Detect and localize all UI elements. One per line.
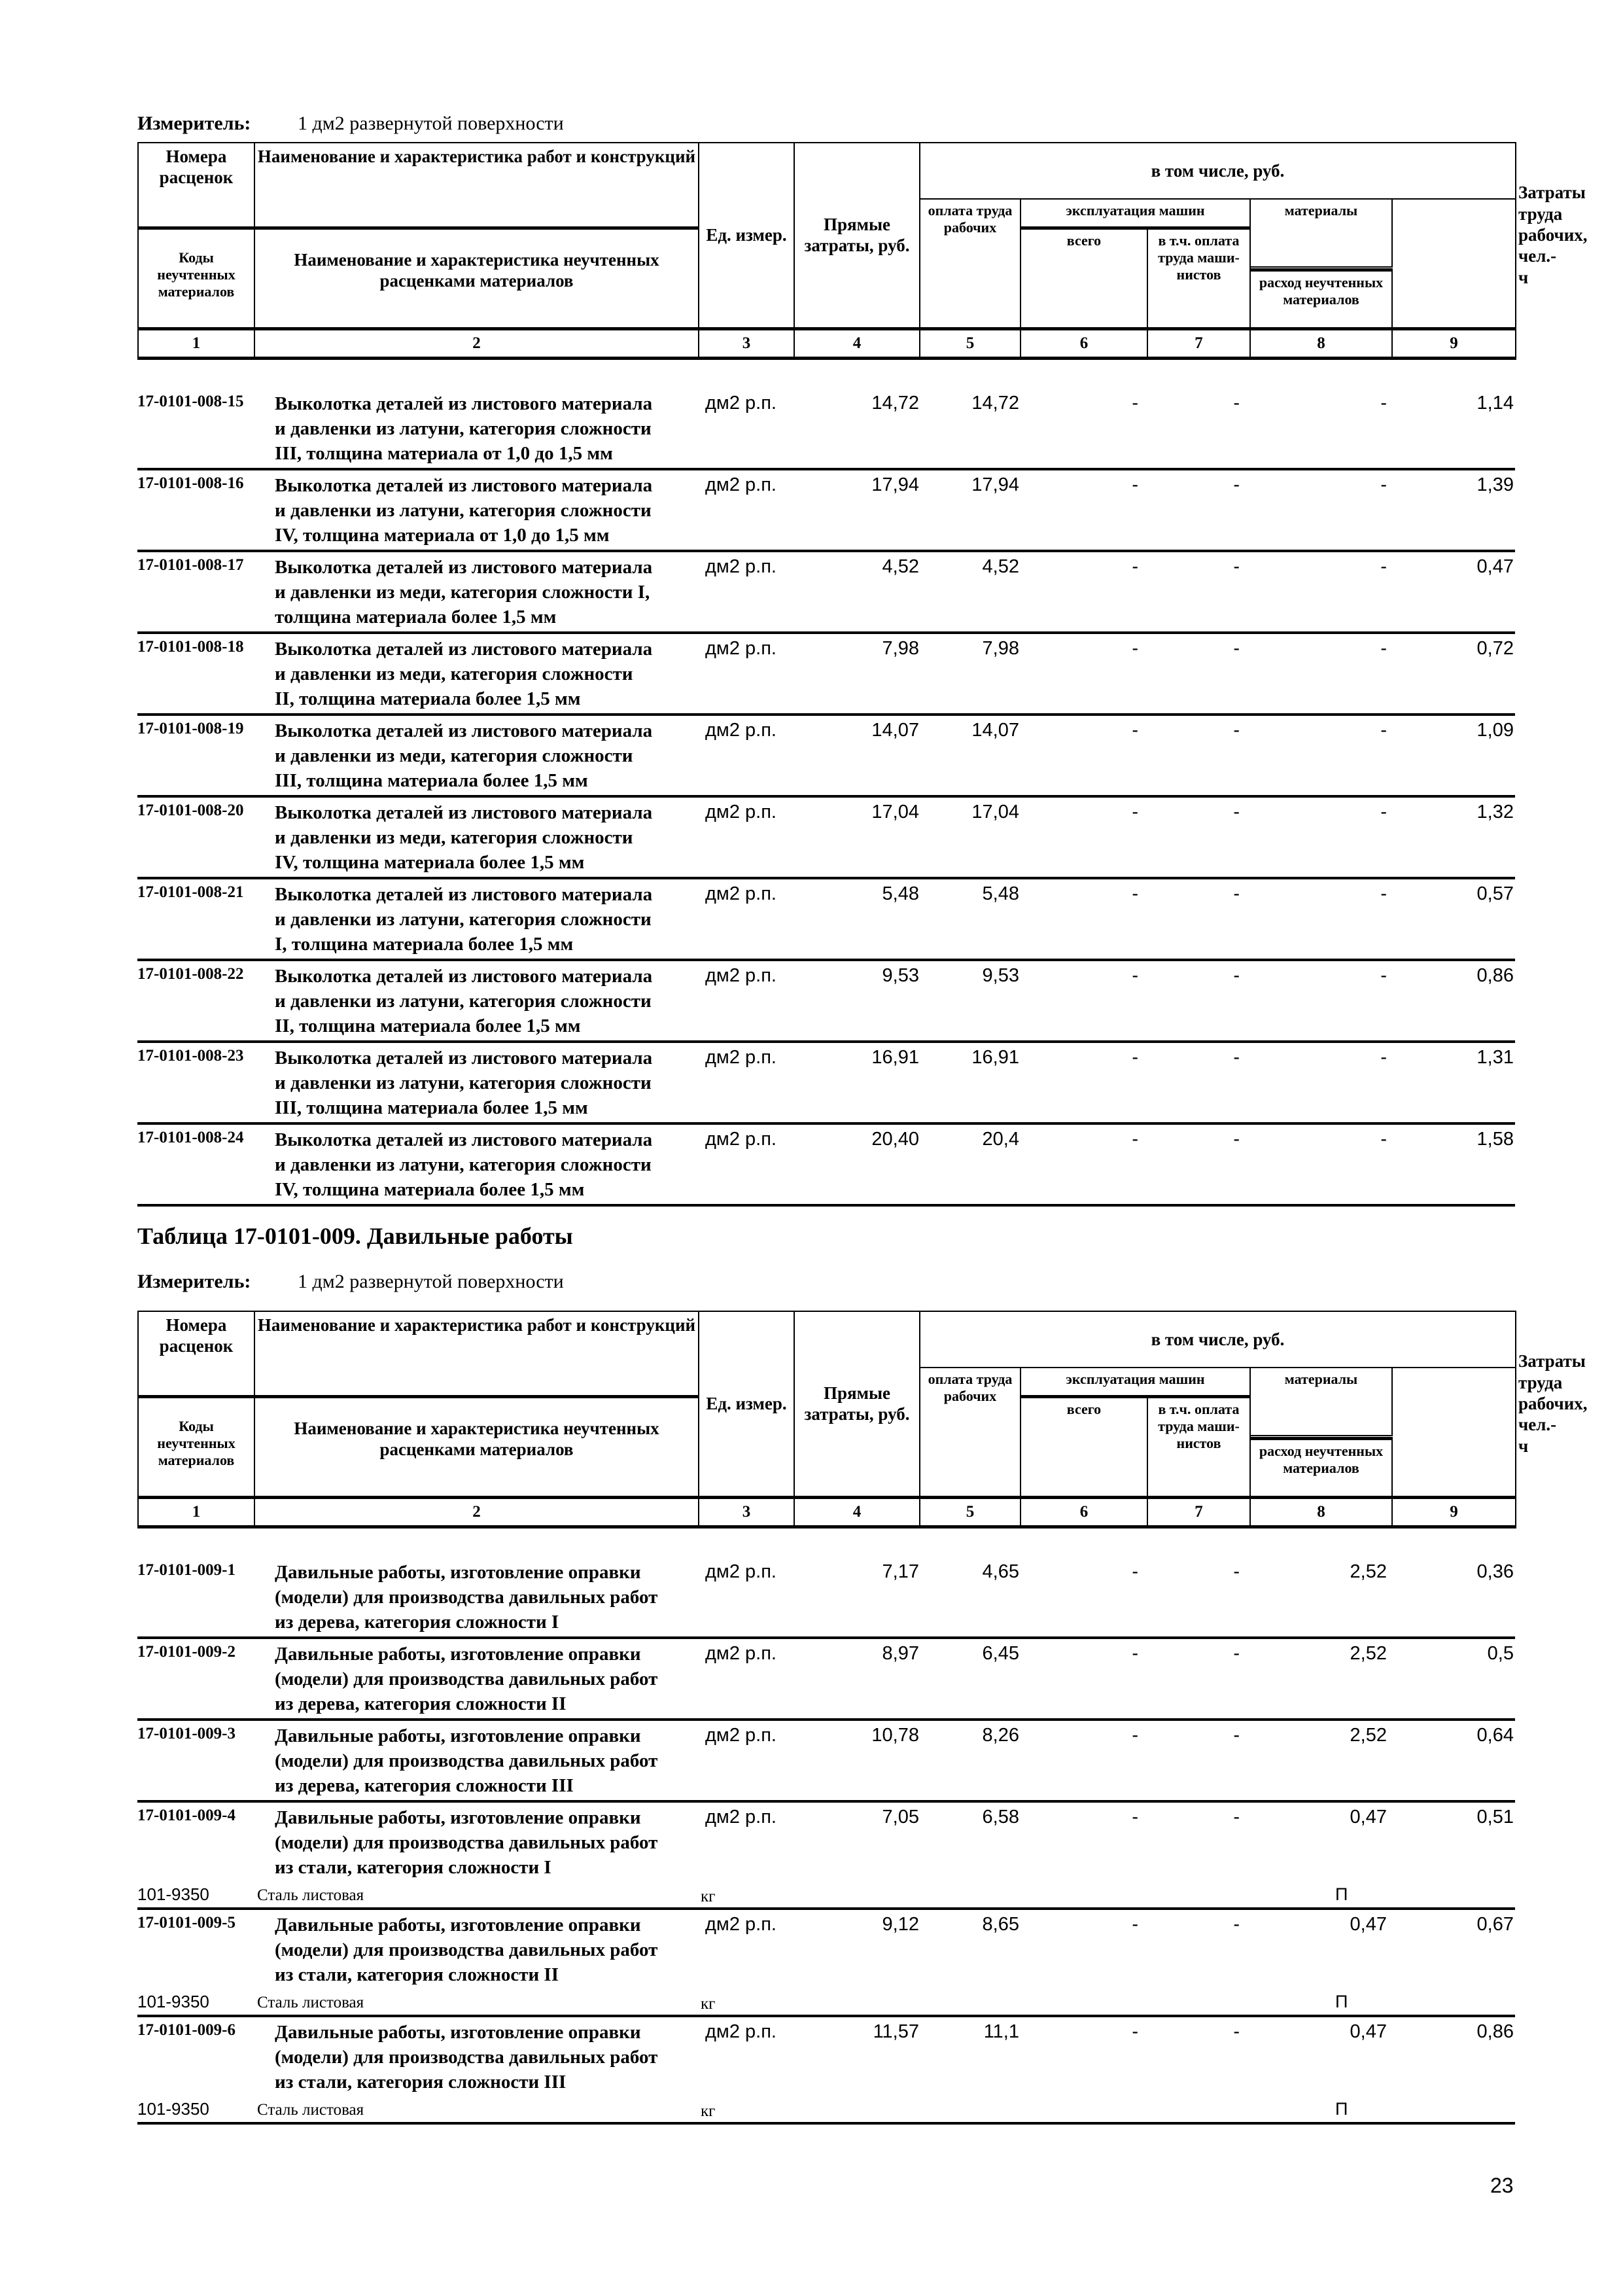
machine-labor: - <box>1233 2021 1240 2042</box>
hdr-machine-total: всего <box>1021 1396 1147 1497</box>
hdr-name-mat: Наименование и характеристика неучтенных расценками материалов <box>254 228 699 328</box>
material-code: 101-9350 <box>137 2099 209 2119</box>
col-number: 5 <box>920 1497 1021 1527</box>
table-row <box>137 1125 1515 1207</box>
labor-pay: 8,65 <box>982 1914 1019 1935</box>
direct-cost: 14,72 <box>871 393 919 414</box>
hdr-machine-labor: в т.ч. оплата труда маши-нистов <box>1147 228 1250 328</box>
hdr-unit: Ед. измер. <box>699 143 794 328</box>
machine-total: - <box>1132 720 1138 741</box>
direct-cost: 16,91 <box>871 1047 919 1068</box>
col-number: 8 <box>1250 1497 1392 1527</box>
table-row <box>137 798 1515 879</box>
unit: дм2 р.п. <box>705 1807 777 1828</box>
machine-total: - <box>1132 638 1138 659</box>
rate-code: 17-0101-009-1 <box>137 1561 236 1579</box>
col-number: 2 <box>254 1497 699 1527</box>
rate-code: 17-0101-009-6 <box>137 2021 236 2039</box>
machine-labor: - <box>1233 1047 1240 1068</box>
materials-cost: - <box>1380 883 1387 904</box>
labor-hours: 1,32 <box>1476 802 1514 822</box>
direct-cost: 7,05 <box>882 1807 919 1828</box>
table-row <box>137 1557 1515 1639</box>
rate-code: 17-0101-008-24 <box>137 1129 244 1146</box>
page-number: 23 <box>1490 2174 1514 2197</box>
rate-code: 17-0101-008-19 <box>137 720 244 737</box>
unit: дм2 р.п. <box>705 393 777 414</box>
materials-cost: 2,52 <box>1350 1643 1387 1664</box>
unit: дм2 р.п. <box>705 965 777 986</box>
table-row <box>137 879 1515 961</box>
rate-code: 17-0101-008-21 <box>137 883 244 901</box>
hdr-labor-pay: оплата труда рабочих <box>920 199 1021 328</box>
hdr-number: Номера расценок <box>138 1311 254 1396</box>
machine-total: - <box>1132 965 1138 986</box>
machine-total: - <box>1132 1643 1138 1664</box>
rate-code: 17-0101-009-2 <box>137 1643 236 1661</box>
hdr-labor-pay: оплата труда рабочих <box>920 1368 1021 1497</box>
material-use: П <box>1335 1992 1348 2011</box>
hdr-unit: Ед. измер. <box>699 1311 794 1497</box>
machine-labor: - <box>1233 965 1240 986</box>
machine-total: - <box>1132 883 1138 904</box>
unit: дм2 р.п. <box>705 1047 777 1068</box>
measure-label: Измеритель: <box>137 113 251 134</box>
col-number: 1 <box>138 1497 254 1527</box>
labor-hours: 1,39 <box>1476 474 1514 495</box>
hdr-number: Номера расценок <box>138 143 254 228</box>
hdr-name: Наименование и характеристика работ и конструкций <box>254 143 699 228</box>
labor-hours: 0,64 <box>1476 1725 1514 1746</box>
material-name: Сталь листовая <box>257 2101 364 2119</box>
direct-cost: 7,98 <box>882 638 919 659</box>
machine-total: - <box>1132 2021 1138 2042</box>
labor-hours: 0,57 <box>1476 883 1514 904</box>
machine-total: - <box>1132 1807 1138 1828</box>
hdr-codes: Коды неучтенных материалов <box>138 228 254 328</box>
work-description: Давильные работы, изготовление оправки (модели) для производства давильных работ из стали, категория сложности I <box>275 1807 658 1878</box>
direct-cost: 7,17 <box>882 1561 919 1582</box>
measure-value: 1 дм2 развернутой поверхности <box>298 1271 564 1292</box>
hdr-machine: эксплуатация машин <box>1021 199 1250 228</box>
machine-total: - <box>1132 1914 1138 1935</box>
direct-cost: 4,52 <box>882 556 919 577</box>
hdr-direct: Прямые затраты, руб. <box>794 1311 920 1497</box>
machine-labor: - <box>1233 720 1240 741</box>
labor-hours: 0,86 <box>1476 2021 1514 2042</box>
unit: дм2 р.п. <box>705 638 777 659</box>
table1-body <box>137 389 1515 1207</box>
work-description: Выколотка деталей из листового материала и давленки из латуни, категория сложности II, толщина материала более 1,5 мм <box>275 966 653 1036</box>
machine-labor: - <box>1233 1914 1240 1935</box>
machine-total: - <box>1132 1129 1138 1150</box>
col-number: 9 <box>1392 328 1516 358</box>
col-number: 6 <box>1021 1497 1147 1527</box>
work-description: Выколотка деталей из листового материала и давленки из латуни, категория сложности IV, толщина материала более 1,5 мм <box>275 1129 653 1200</box>
hdr-material-use: расход неучтенных материалов <box>1250 1438 1392 1497</box>
direct-cost: 14,07 <box>871 720 919 741</box>
machine-labor: - <box>1233 474 1240 495</box>
work-description: Выколотка деталей из листового материала и давленки из латуни, категория сложности III, толщина материала от 1,0 до 1,5 мм <box>275 393 653 464</box>
table2-title: Таблица 17-0101-009. Давильные работы <box>137 1223 573 1249</box>
labor-hours: 0,36 <box>1476 1561 1514 1582</box>
table-row <box>137 470 1515 552</box>
labor-hours: 1,58 <box>1476 1129 1514 1150</box>
material-unit: кг <box>701 2102 716 2120</box>
direct-cost: 5,48 <box>882 883 919 904</box>
work-description: Давильные работы, изготовление оправки (модели) для производства давильных работ из стали, категория сложности II <box>275 1915 658 1985</box>
table-row <box>137 1043 1515 1125</box>
measure-value: 1 дм2 развернутой поверхности <box>298 113 564 134</box>
materials-cost: - <box>1380 1129 1387 1150</box>
work-description: Выколотка деталей из листового материала и давленки из меди, категория сложности I, толщина материала более 1,5 мм <box>275 557 653 627</box>
col-number: 4 <box>794 328 920 358</box>
machine-labor: - <box>1233 1561 1240 1582</box>
unit: дм2 р.п. <box>705 2021 777 2042</box>
material-unit: кг <box>701 1888 716 1905</box>
labor-hours: 1,09 <box>1476 720 1514 741</box>
labor-pay: 14,07 <box>971 720 1019 741</box>
labor-pay: 7,98 <box>982 638 1019 659</box>
labor-hours: 0,86 <box>1476 965 1514 986</box>
hdr-codes: Коды неучтенных материалов <box>138 1396 254 1497</box>
rate-code: 17-0101-008-20 <box>137 802 244 819</box>
work-description: Выколотка деталей из листового материала и давленки из латуни, категория сложности III, толщина материала более 1,5 мм <box>275 1048 653 1118</box>
unit: дм2 р.п. <box>705 1725 777 1746</box>
hdr-including: в том числе, руб. <box>920 1311 1516 1368</box>
materials-cost: 2,52 <box>1350 1725 1387 1746</box>
col-number: 4 <box>794 1497 920 1527</box>
material-name: Сталь листовая <box>257 1994 364 2011</box>
machine-labor: - <box>1233 1129 1240 1150</box>
materials-cost: - <box>1380 638 1387 659</box>
direct-cost: 9,12 <box>882 1914 919 1935</box>
labor-pay: 17,94 <box>971 474 1019 495</box>
labor-hours: 0,5 <box>1487 1643 1514 1664</box>
material-name: Сталь листовая <box>257 1886 364 1904</box>
machine-labor: - <box>1233 556 1240 577</box>
machine-labor: - <box>1233 802 1240 822</box>
direct-cost: 17,94 <box>871 474 919 495</box>
labor-pay: 4,65 <box>982 1561 1019 1582</box>
machine-labor: - <box>1233 1643 1240 1664</box>
machine-total: - <box>1132 802 1138 822</box>
materials-cost: - <box>1380 474 1387 495</box>
rate-code: 17-0101-009-4 <box>137 1807 236 1824</box>
work-description: Выколотка деталей из листового материала и давленки из латуни, категория сложности IV, толщина материала от 1,0 до 1,5 мм <box>275 475 653 546</box>
col-number: 1 <box>138 328 254 358</box>
table-row <box>137 961 1515 1043</box>
direct-cost: 17,04 <box>871 802 919 822</box>
labor-pay: 16,91 <box>971 1047 1019 1068</box>
direct-cost: 10,78 <box>871 1725 919 1746</box>
col-number: 8 <box>1250 328 1392 358</box>
labor-hours: 0,72 <box>1476 638 1514 659</box>
measure-line-1 <box>137 113 564 135</box>
machine-labor: - <box>1233 883 1240 904</box>
labor-hours: 0,51 <box>1476 1807 1514 1828</box>
hdr-machine: эксплуатация машин <box>1021 1368 1250 1396</box>
measure-label: Измеритель: <box>137 1271 251 1292</box>
labor-pay: 8,26 <box>982 1725 1019 1746</box>
hdr-machine-total: всего <box>1021 228 1147 328</box>
materials-cost: - <box>1380 393 1387 414</box>
table-row <box>137 552 1515 634</box>
labor-pay: 20,4 <box>982 1129 1019 1150</box>
work-description: Давильные работы, изготовление оправки (модели) для производства давильных работ из дерева, категория сложности I <box>275 1562 658 1633</box>
unit: дм2 р.п. <box>705 1643 777 1664</box>
labor-hours: 0,67 <box>1476 1914 1514 1935</box>
table-row <box>137 1639 1515 1721</box>
table-row <box>137 2017 1515 2125</box>
table2-body <box>137 1557 1515 2125</box>
rate-code: 17-0101-008-16 <box>137 474 244 492</box>
machine-total: - <box>1132 1725 1138 1746</box>
col-number: 3 <box>699 328 794 358</box>
material-code: 101-9350 <box>137 1992 209 2011</box>
hdr-materials: материалы <box>1250 199 1392 267</box>
labor-pay: 5,48 <box>982 883 1019 904</box>
labor-pay: 6,58 <box>982 1807 1019 1828</box>
direct-cost: 8,97 <box>882 1643 919 1664</box>
table-row <box>137 1803 1515 1910</box>
rate-code: 17-0101-008-22 <box>137 965 244 983</box>
labor-pay: 17,04 <box>971 802 1019 822</box>
unit: дм2 р.п. <box>705 556 777 577</box>
machine-total: - <box>1132 393 1138 414</box>
machine-total: - <box>1132 1047 1138 1068</box>
hdr-materials: материалы <box>1250 1368 1392 1436</box>
header-table: Номера расценок Наименование и характеристика работ и конструкций Ед. измер. Прямые затраты, руб. в том числе, руб. Затраты труда рабочих, чел.-ч оплата труда рабочих эксплуатация машин материалы Коды неучтенных материалов Наименование и характеристика неучтенных расценками материалов всего в т.ч. оплата труда маши-нистов расход неучтенных материалов 1 2 3 4 5 6 7 8 9 <box>137 142 1516 360</box>
work-description: Давильные работы, изготовление оправки (модели) для производства давильных работ из дерева, категория сложности III <box>275 1725 658 1796</box>
measure-line-2 <box>137 1271 564 1293</box>
machine-total: - <box>1132 556 1138 577</box>
work-description: Выколотка деталей из листового материала и давленки из латуни, категория сложности I, толщина материала более 1,5 мм <box>275 884 653 955</box>
table-row <box>137 634 1515 716</box>
material-use: П <box>1335 1884 1348 1904</box>
material-use: П <box>1335 2099 1348 2119</box>
table-row <box>137 1910 1515 2017</box>
unit: дм2 р.п. <box>705 802 777 822</box>
labor-hours: 1,31 <box>1476 1047 1514 1068</box>
rate-code: 17-0101-008-23 <box>137 1047 244 1065</box>
labor-pay: 9,53 <box>982 965 1019 986</box>
machine-labor: - <box>1233 638 1240 659</box>
col-number: 7 <box>1147 328 1250 358</box>
table-row <box>137 1721 1515 1803</box>
machine-labor: - <box>1233 1725 1240 1746</box>
unit: дм2 р.п. <box>705 720 777 741</box>
material-unit: кг <box>701 1995 716 2013</box>
labor-pay: 4,52 <box>982 556 1019 577</box>
header-table: Номера расценок Наименование и характеристика работ и конструкций Ед. измер. Прямые затраты, руб. в том числе, руб. Затраты труда рабочих, чел.-ч оплата труда рабочих эксплуатация машин материалы Коды неучтенных материалов Наименование и характеристика неучтенных расценками материалов всего в т.ч. оплата труда маши-нистов расход неучтенных материалов 1 2 3 4 5 6 7 8 9 <box>137 1311 1516 1528</box>
rate-code: 17-0101-008-17 <box>137 556 244 574</box>
materials-cost: - <box>1380 965 1387 986</box>
work-description: Давильные работы, изготовление оправки (модели) для производства давильных работ из дерева, категория сложности II <box>275 1644 658 1714</box>
labor-pay: 11,1 <box>983 2021 1019 2042</box>
col-number: 6 <box>1021 328 1147 358</box>
direct-cost: 20,40 <box>871 1129 919 1150</box>
materials-cost: - <box>1380 720 1387 741</box>
col-number: 3 <box>699 1497 794 1527</box>
hdr-machine-labor: в т.ч. оплата труда маши-нистов <box>1147 1396 1250 1497</box>
materials-cost: - <box>1380 802 1387 822</box>
work-description: Выколотка деталей из листового материала и давленки из меди, категория сложности II, толщина материала более 1,5 мм <box>275 639 653 709</box>
material-code: 101-9350 <box>137 1884 209 1904</box>
materials-cost: 0,47 <box>1350 1914 1387 1935</box>
labor-pay: 6,45 <box>982 1643 1019 1664</box>
work-description: Выколотка деталей из листового материала и давленки из меди, категория сложности III, толщина материала более 1,5 мм <box>275 720 653 791</box>
work-description: Выколотка деталей из листового материала и давленки из меди, категория сложности IV, толщина материала более 1,5 мм <box>275 802 653 873</box>
col-number: 2 <box>254 328 699 358</box>
materials-cost: 2,52 <box>1350 1561 1387 1582</box>
materials-cost: - <box>1380 1047 1387 1068</box>
unit: дм2 р.п. <box>705 1914 777 1935</box>
table-row <box>137 716 1515 798</box>
hdr-including: в том числе, руб. <box>920 143 1516 199</box>
col-number: 5 <box>920 328 1021 358</box>
labor-hours: 1,14 <box>1476 393 1514 414</box>
hdr-name: Наименование и характеристика работ и конструкций <box>254 1311 699 1396</box>
materials-cost: - <box>1380 556 1387 577</box>
hdr-material-use: расход неучтенных материалов <box>1250 270 1392 328</box>
labor-hours: 0,47 <box>1476 556 1514 577</box>
table-row <box>137 389 1515 470</box>
labor-pay: 14,72 <box>971 393 1019 414</box>
unit: дм2 р.п. <box>705 1561 777 1582</box>
unit: дм2 р.п. <box>705 883 777 904</box>
hdr-direct: Прямые затраты, руб. <box>794 143 920 328</box>
rate-code: 17-0101-008-15 <box>137 393 244 410</box>
rate-code: 17-0101-008-18 <box>137 638 244 656</box>
col-number: 9 <box>1392 1497 1516 1527</box>
rate-code: 17-0101-009-3 <box>137 1725 236 1742</box>
rate-code: 17-0101-009-5 <box>137 1914 236 1932</box>
materials-cost: 0,47 <box>1350 2021 1387 2042</box>
machine-total: - <box>1132 1561 1138 1582</box>
machine-labor: - <box>1233 1807 1240 1828</box>
machine-total: - <box>1132 474 1138 495</box>
direct-cost: 11,57 <box>873 2021 919 2042</box>
unit: дм2 р.п. <box>705 1129 777 1150</box>
work-description: Давильные работы, изготовление оправки (модели) для производства давильных работ из стали, категория сложности III <box>275 2022 658 2093</box>
machine-labor: - <box>1233 393 1240 414</box>
col-number: 7 <box>1147 1497 1250 1527</box>
direct-cost: 9,53 <box>882 965 919 986</box>
materials-cost: 0,47 <box>1350 1807 1387 1828</box>
unit: дм2 р.п. <box>705 474 777 495</box>
hdr-name-mat: Наименование и характеристика неучтенных расценками материалов <box>254 1396 699 1497</box>
